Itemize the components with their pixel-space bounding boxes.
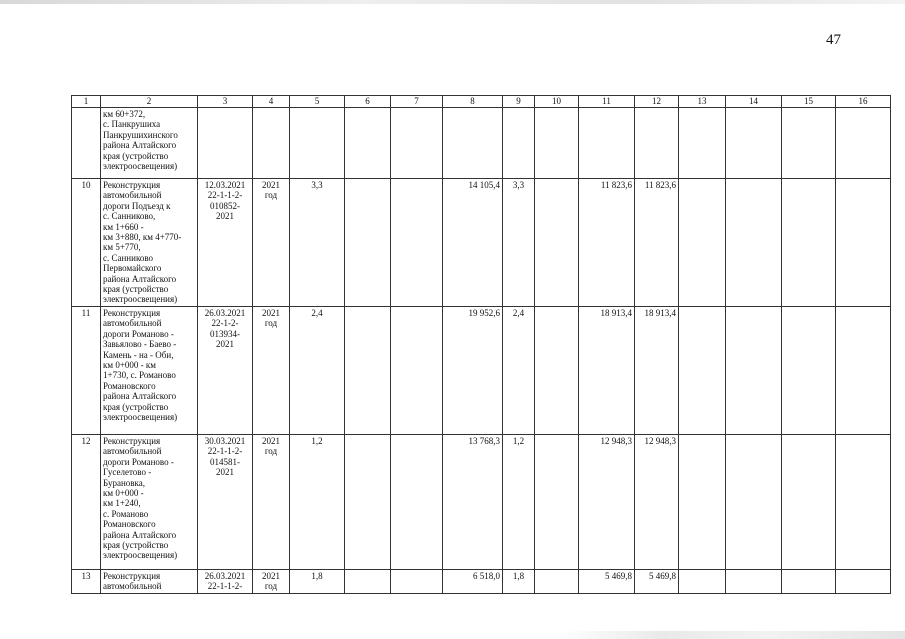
cost-cell	[443, 108, 503, 179]
empty-cell	[345, 434, 391, 569]
column-header: 12	[635, 96, 679, 108]
column-header: 8	[443, 96, 503, 108]
empty-cell	[679, 179, 726, 307]
cost-cell: 19 952,6	[443, 306, 503, 434]
amount-cell: 5 469,8	[579, 569, 635, 593]
empty-cell	[535, 434, 579, 569]
empty-cell	[836, 108, 891, 179]
empty-cell	[836, 569, 891, 593]
year-cell: 2021 год	[253, 306, 290, 434]
empty-cell	[391, 179, 443, 307]
empty-cell	[345, 179, 391, 307]
cost-cell: 14 105,4	[443, 179, 503, 307]
empty-cell	[726, 434, 782, 569]
object-name-cell: км 60+372, с. Панкрушиха Панкрушихинского района Алтайского края (устройство электроосвещения)	[101, 108, 198, 179]
empty-cell	[345, 569, 391, 593]
empty-cell	[782, 108, 836, 179]
amount-cell	[635, 108, 679, 179]
empty-cell	[535, 108, 579, 179]
table-row	[72, 179, 891, 307]
column-header: 14	[726, 96, 782, 108]
column-header: 7	[391, 96, 443, 108]
column-header: 1	[72, 96, 101, 108]
expertise-date-cell: 26.03.2021 22-1-1-2-	[198, 569, 253, 593]
data-table	[71, 95, 891, 594]
empty-cell	[782, 569, 836, 593]
row-number: 10	[72, 179, 101, 307]
amount-cell: 11 823,6	[579, 179, 635, 307]
amount-cell: 12 948,3	[579, 434, 635, 569]
year-cell: 2021 год	[253, 179, 290, 307]
empty-cell	[345, 306, 391, 434]
object-name-cell: Реконструкция автомобильной дороги Подъезд к с. Санниково, км 1+660 - км 3+880, км 4+770- км 5+770, с. Санниково Первомайского района Алтайского края (устройство электроосвещения)	[101, 179, 198, 307]
empty-cell	[391, 569, 443, 593]
length-cell: 1,2	[503, 434, 535, 569]
column-header: 16	[836, 96, 891, 108]
empty-cell	[535, 179, 579, 307]
amount-cell	[579, 108, 635, 179]
page-number: 47	[826, 32, 841, 48]
column-header: 13	[679, 96, 726, 108]
empty-cell	[391, 434, 443, 569]
object-name-cell: Реконструкция автомобильной	[101, 569, 198, 593]
empty-cell	[836, 179, 891, 307]
empty-cell	[391, 108, 443, 179]
amount-cell: 11 823,6	[635, 179, 679, 307]
length-cell	[290, 108, 345, 179]
empty-cell	[782, 306, 836, 434]
expertise-date-cell	[198, 108, 253, 179]
row-number	[72, 108, 101, 179]
scan-edge-bottom	[560, 631, 905, 639]
expertise-date-cell: 30.03.2021 22-1-1-2- 014581- 2021	[198, 434, 253, 569]
column-header: 11	[579, 96, 635, 108]
column-header: 3	[198, 96, 253, 108]
column-header: 4	[253, 96, 290, 108]
column-header: 2	[101, 96, 198, 108]
empty-cell	[391, 306, 443, 434]
expertise-date-cell: 26.03.2021 22-1-2- 013934- 2021	[198, 306, 253, 434]
empty-cell	[679, 569, 726, 593]
amount-cell: 12 948,3	[635, 434, 679, 569]
length-cell: 1,8	[290, 569, 345, 593]
empty-cell	[679, 434, 726, 569]
empty-cell	[836, 306, 891, 434]
table-row	[72, 306, 891, 434]
scan-edge-top	[0, 0, 905, 4]
row-number: 12	[72, 434, 101, 569]
empty-cell	[726, 108, 782, 179]
table-header-row	[72, 96, 891, 108]
column-header: 10	[535, 96, 579, 108]
expertise-date-cell: 12.03.2021 22-1-1-2- 010852- 2021	[198, 179, 253, 307]
empty-cell	[679, 108, 726, 179]
empty-cell	[535, 569, 579, 593]
length-cell: 2,4	[503, 306, 535, 434]
year-cell: 2021 год	[253, 434, 290, 569]
length-cell: 1,2	[290, 434, 345, 569]
empty-cell	[535, 306, 579, 434]
empty-cell	[782, 434, 836, 569]
amount-cell: 18 913,4	[579, 306, 635, 434]
empty-cell	[726, 569, 782, 593]
length-cell: 3,3	[290, 179, 345, 307]
column-header: 6	[345, 96, 391, 108]
cost-cell: 13 768,3	[443, 434, 503, 569]
year-cell	[253, 108, 290, 179]
table-row	[72, 434, 891, 569]
length-cell: 3,3	[503, 179, 535, 307]
length-cell: 2,4	[290, 306, 345, 434]
column-header: 5	[290, 96, 345, 108]
table-row	[72, 569, 891, 593]
year-cell: 2021 год	[253, 569, 290, 593]
empty-cell	[679, 306, 726, 434]
empty-cell	[782, 179, 836, 307]
empty-cell	[836, 434, 891, 569]
amount-cell: 18 913,4	[635, 306, 679, 434]
row-number: 13	[72, 569, 101, 593]
column-header: 15	[782, 96, 836, 108]
empty-cell	[345, 108, 391, 179]
length-cell: 1,8	[503, 569, 535, 593]
object-name-cell: Реконструкция автомобильной дороги Романово - Гуселетово - Бурановка, км 0+000 - км 1+240, с. Романово Романовского района Алтайского края (устройство электроосвещения)	[101, 434, 198, 569]
column-header: 9	[503, 96, 535, 108]
empty-cell	[726, 179, 782, 307]
table-row	[72, 108, 891, 179]
empty-cell	[726, 306, 782, 434]
cost-cell: 6 518,0	[443, 569, 503, 593]
object-name-cell: Реконструкция автомобильной дороги Романово - Завьялово - Баево - Камень - на - Оби, км 0+000 - км 1+730, с. Романово Романовского района Алтайского края (устройство электроосвещения)	[101, 306, 198, 434]
length-cell	[503, 108, 535, 179]
amount-cell: 5 469,8	[635, 569, 679, 593]
row-number: 11	[72, 306, 101, 434]
